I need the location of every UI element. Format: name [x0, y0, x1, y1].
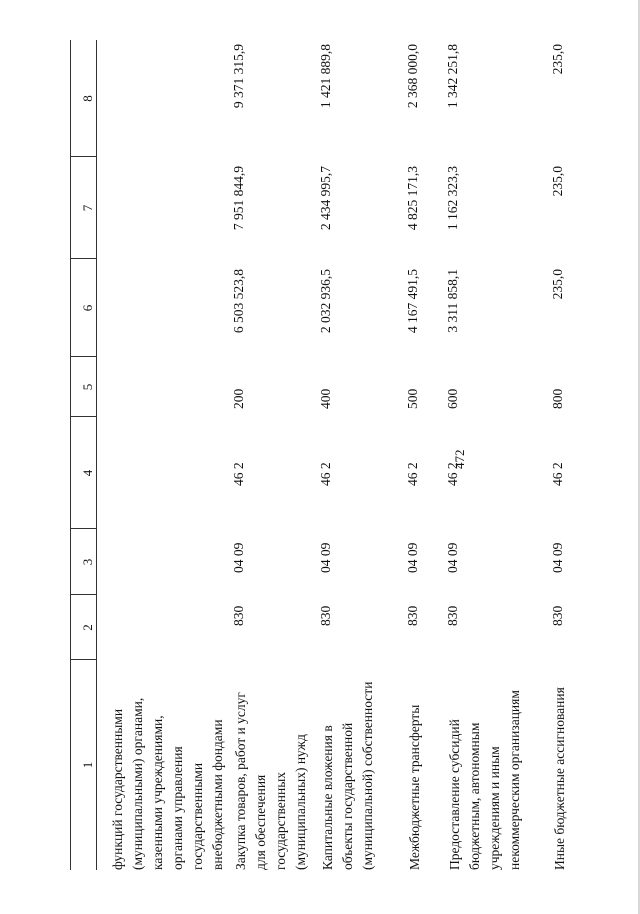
row-5-c3: 04 09 [550, 542, 565, 573]
header-col-5: 5 [80, 383, 95, 391]
row-1-c3: 04 09 [231, 542, 246, 573]
page-number: 472 [452, 449, 467, 469]
header-top-rule [70, 40, 71, 870]
row-1-name: Закупка товаров, работ и услуг для обеспечения государственных (муниципальных) нужд [233, 692, 308, 870]
row-2-c6: 2 032 936,5 [318, 269, 333, 334]
header-col-3: 3 [80, 558, 95, 566]
row-2-c3: 04 09 [318, 542, 333, 573]
row-4-name: Предоставление субсидий бюджетным, автономным учреждениям и иным некоммерческим организациям [447, 690, 522, 870]
row-5-c2: 830 [550, 605, 565, 626]
row-2-c8: 1 421 889,8 [318, 44, 333, 109]
row-4-c6: 3 311 858,1 [445, 269, 460, 333]
row-1-c4: 46 2 [231, 462, 246, 486]
row-1-c2: 830 [231, 605, 246, 626]
row-3-c8: 2 368 000,0 [405, 44, 420, 109]
row-3-c5: 500 [405, 388, 420, 409]
row-3-c3: 04 09 [405, 542, 420, 573]
row-2-name: Капитальные вложения в объекты государственной (муниципальной) собственности [320, 681, 375, 870]
header-bottom-rule [96, 40, 97, 870]
row-1-c6: 6 503 523,8 [231, 269, 246, 334]
row-2-c2: 830 [318, 605, 333, 626]
row-3-name: Межбюджетные трансферты [407, 704, 422, 870]
header-col-1: 1 [80, 761, 95, 769]
row-4-c5: 600 [445, 388, 460, 409]
row-1-c5: 200 [231, 388, 246, 409]
row-5-c7: 235,0 [550, 166, 565, 197]
row-3-c6: 4 167 491,5 [405, 269, 420, 334]
row-3-c7: 4 825 171,3 [405, 166, 420, 231]
header-col-8: 8 [80, 95, 95, 102]
header-col-4: 4 [80, 469, 95, 477]
row-3-c2: 830 [405, 605, 420, 626]
row-1-c8: 9 371 315,9 [231, 44, 246, 109]
row-4-c4: 46 2 [445, 462, 460, 486]
row-0-name: функций государственными (муниципальными) органами, казенными учреждениями, органами управления государственными внебюджетными фондами [110, 697, 225, 870]
row-4-c2: 830 [445, 605, 460, 626]
row-2-c7: 2 434 995,7 [318, 166, 333, 231]
row-4-c7: 1 162 323,3 [445, 166, 460, 231]
row-2-c4: 46 2 [318, 462, 333, 486]
row-4-c8: 1 342 251,8 [445, 44, 460, 109]
row-2-c5: 400 [318, 388, 333, 409]
row-4-c3: 04 09 [445, 542, 460, 573]
header-col-7: 7 [80, 204, 95, 212]
header-col-2: 2 [80, 624, 95, 631]
row-5-c5: 800 [550, 388, 565, 409]
row-5-c6: 235,0 [550, 269, 565, 300]
row-5-c4: 46 2 [550, 462, 565, 486]
row-3-c4: 46 2 [405, 462, 420, 486]
row-5-name: Иные бюджетные ассигнования [552, 687, 567, 870]
header-col-6: 6 [80, 304, 95, 312]
row-1-c7: 7 951 844,9 [231, 166, 246, 231]
row-5-c8: 235,0 [550, 44, 565, 75]
